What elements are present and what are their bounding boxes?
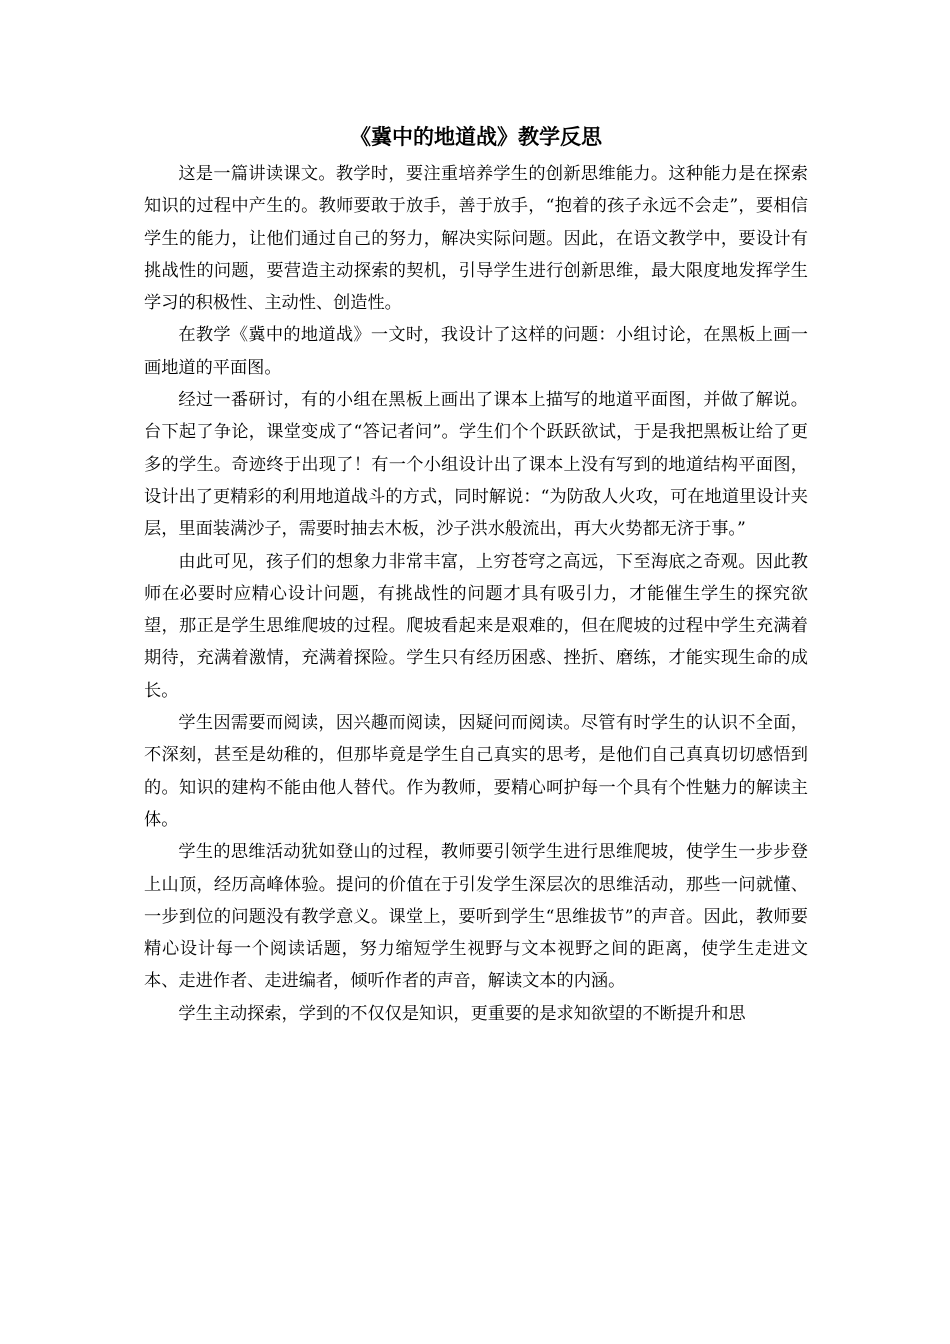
document-body <box>144 118 808 1030</box>
paragraph-7: 学生主动探索，学到的不仅仅是知识，更重要的是求知欲望的不断提升和思 <box>178 1003 746 1024</box>
paragraph-2: 在教学《冀中的地道战》一文时，我设计了这样的问题：小组讨论，在黑板上画一画地道的平面图。 <box>144 325 808 378</box>
paragraph-1: 这是一篇讲读课文。教学时，要注重培养学生的创新思维能力。这种能力是在探索知识的过程中产生的。教师要敢于放手，善于放手，“抱着的孩子永远不会走”，要相信学生的能力，让他们通过自己的努力，解决实际问题。因此，在语文教学中，要设计有挑战性的问题，要营造主动探索的契机，引导学生进行创新思维，最大限度地发挥学生学习的积极性、主动性、创造性。 <box>144 164 808 314</box>
paragraph-6: 学生的思维活动犹如登山的过程，教师要引领学生进行思维爬坡，使学生一步步登上山顶，经历高峰体验。提问的价值在于引发学生深层次的思维活动，那些一问就懂、一步到位的问题没有教学意义。课堂上，要听到学生“思维拔节”的声音。因此，教师要精心设计每一个阅读话题，努力缩短学生视野与文本视野之间的距离，使学生走进文本、走进作者、走进编者，倾听作者的声音，解读文本的内涵。 <box>144 842 808 992</box>
paragraph-3: 经过一番研讨，有的小组在黑板上画出了课本上描写的地道平面图，并做了解说。台下起了争论，课堂变成了“答记者问”。学生们个个跃跃欲试，于是我把黑板让给了更多的学生。奇迹终于出现了！有一个小组设计出了课本上没有写到的地道结构平面图，设计出了更精彩的利用地道战斗的方式，同时解说：“为防敌人火攻，可在地道里设计夹层，里面装满沙子，需要时抽去木板，沙子洪水般流出，再大火势都无济于事。” <box>144 390 808 540</box>
paragraph-4: 由此可见，孩子们的想象力非常丰富，上穷苍穹之高远，下至海底之奇观。因此教师在必要时应精心设计问题，有挑战性的问题才具有吸引力，才能催生学生的探究欲望，那正是学生思维爬坡的过程。爬坡看起来是艰难的，但在爬坡的过程中学生充满着期待，充满着激情，充满着探险。学生只有经历困惑、挫折、磨练，才能实现生命的成长。 <box>144 551 808 701</box>
paragraph-5: 学生因需要而阅读，因兴趣而阅读，因疑问而阅读。尽管有时学生的认识不全面，不深刻，甚至是幼稚的，但那毕竟是学生自己真实的思考，是他们自己真真切切感悟到的。知识的建构不能由他人替代。作为教师，要精心呵护每一个具有个性魅力的解读主体。 <box>144 713 808 830</box>
document-title: 《冀中的地道战》教学反思 <box>350 125 602 149</box>
